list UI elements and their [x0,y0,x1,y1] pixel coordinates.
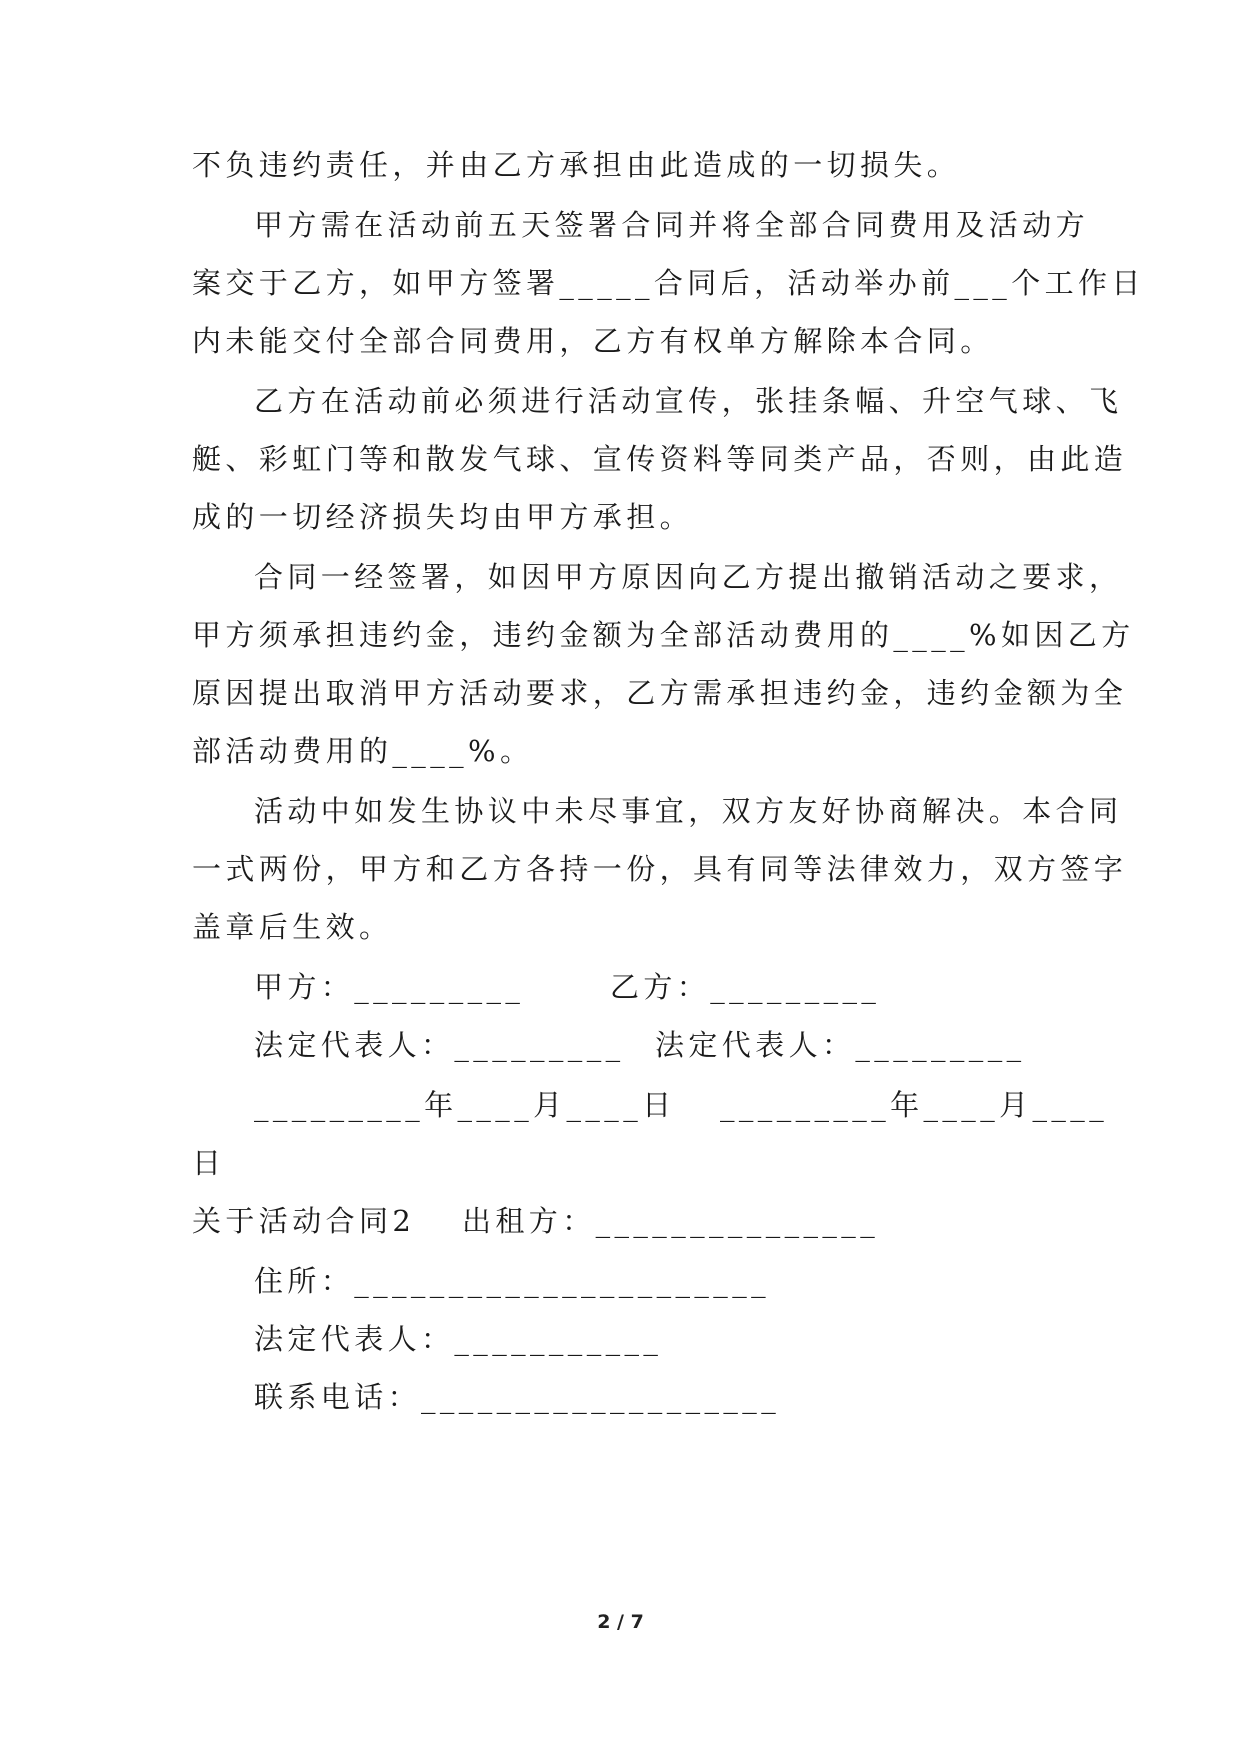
paragraph-line: 不负违约责任，并由乙方承担由此造成的一切损失。 [192,148,961,182]
paragraph-line: 一式两份，甲方和乙方各持一份，具有同等法律效力，双方签字 [192,852,1128,886]
contract2-address: 住所：______________________ [254,1264,770,1298]
paragraph-line: 甲方需在活动前五天签署合同并将全部合同费用及活动方 [254,208,1090,242]
page-number: 2 / 7 [597,1611,644,1633]
paragraph-line: 乙方在活动前必须进行活动宣传，张挂条幅、升空气球、飞 [254,384,1123,418]
paragraph-line: 成的一切经济损失均由甲方承担。 [192,500,694,534]
signature-date-b-wrap: 日 [192,1146,226,1180]
paragraph-line: 案交于乙方，如甲方签署_____合同后，活动举办前___个工作日 [192,266,1145,300]
contract2-representative: 法定代表人：___________ [254,1322,663,1356]
paragraph-line: 合同一经签署，如因甲方原因向乙方提出撤销活动之要求， [254,560,1123,594]
paragraph-line: 艇、彩虹门等和散发气球、宣传资料等同类产品，否则，由此造 [192,442,1128,476]
signature-rep-b: 法定代表人：_________ [655,1028,1026,1062]
paragraph-line: 甲方须承担违约金，违约金额为全部活动费用的____%如因乙方 [192,618,1135,652]
signature-party-a: 甲方：_________ [254,970,525,1004]
signature-date-a: _________年____月____日 [254,1088,676,1122]
contract2-heading: 关于活动合同2 [192,1204,416,1238]
signature-date-b: _________年____月____ [720,1088,1109,1122]
paragraph-line: 活动中如发生协议中未尽事宜，双方友好协商解决。本合同 [254,794,1123,828]
contract2-phone: 联系电话：___________________ [254,1380,781,1414]
paragraph-line: 原因提出取消甲方活动要求，乙方需承担违约金，违约金额为全 [192,676,1128,710]
paragraph-line: 内未能交付全部合同费用，乙方有权单方解除本合同。 [192,324,994,358]
signature-rep-a: 法定代表人：_________ [254,1028,625,1062]
paragraph-line: 部活动费用的____%。 [192,734,534,768]
signature-party-b: 乙方：_________ [610,970,881,1004]
contract2-lessor: 出租方：_______________ [462,1204,880,1238]
paragraph-line: 盖章后生效。 [192,910,393,944]
